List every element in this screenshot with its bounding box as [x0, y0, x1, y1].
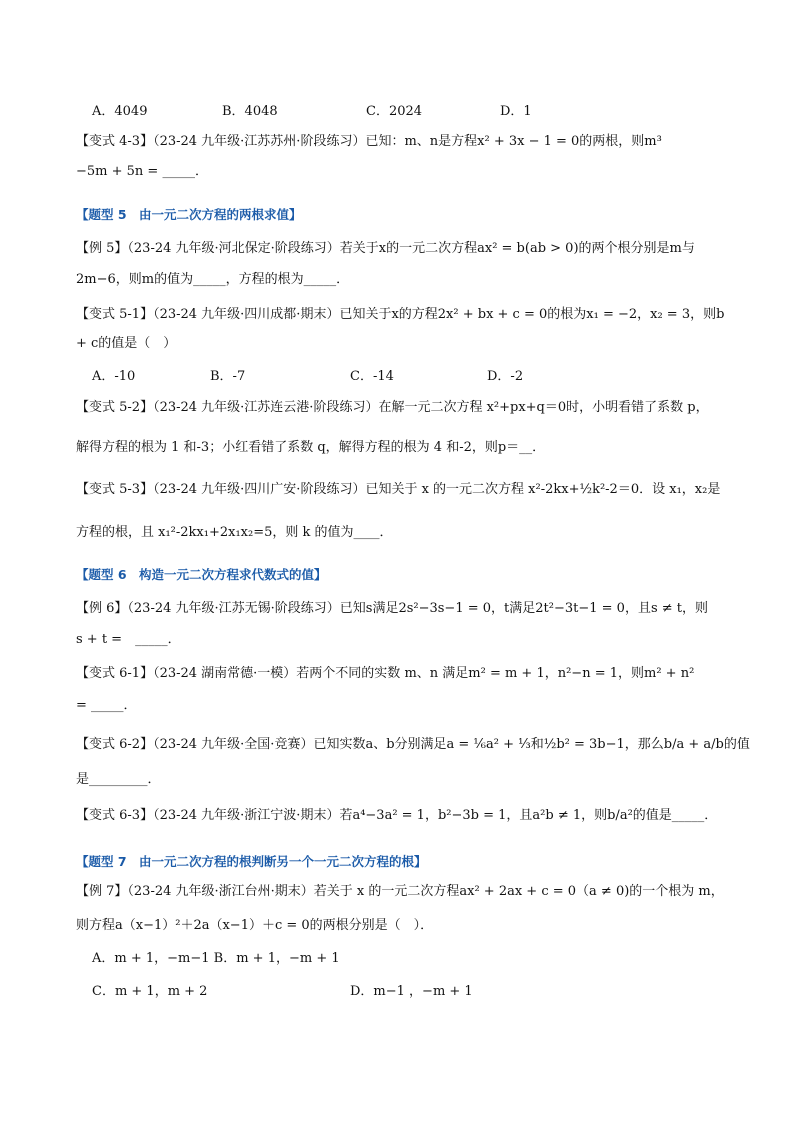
option-c: C．m + 1，m + 2	[92, 984, 208, 999]
section-heading-6: 【题型 6 构造一元二次方程求代数式的值】	[76, 567, 327, 582]
option-c: C．2024	[366, 104, 423, 119]
option-b: B．-7	[210, 369, 246, 384]
example-6-line2: s + t = _____．	[76, 632, 181, 647]
variant-5-2-line2: 解得方程的根为 1 和-3；小红看错了系数 q，解得方程的根为 4 和-2，则p＝__．	[76, 440, 546, 455]
options-row-7-cd	[92, 983, 724, 1001]
example-7-line1: 【例 7】（23-24 九年级·浙江台州·期末）若关于 x 的一元二次方程ax² + 2ax + c = 0（a ≠ 0)的一个根为 m，	[76, 884, 724, 899]
variant-5-1-line2: + c的值是（ ）	[76, 336, 177, 351]
example-5-line2: 2m−6，则m的值为_____，方程的根为_____．	[76, 272, 350, 287]
option-d: D．-2	[487, 369, 524, 384]
example-7-line2: 则方程a（x−1）²＋2a（x−1）＋c = 0的两根分别是（ ）．	[76, 918, 434, 933]
options-row-4-3	[92, 103, 724, 121]
option-c: C．-14	[350, 369, 394, 384]
variant-5-3-line2: 方程的根，且 x₁²-2kx₁+2x₁x₂=5，则 k 的值为____．	[76, 525, 393, 540]
options-row-7-ab: A．m + 1，−m−1 B．m + 1，−m + 1	[92, 951, 340, 966]
variant-5-1-line1: 【变式 5-1】（23-24 九年级·四川成都·期末）已知关于x的方程2x² + bx + c = 0的根为x₁ = −2，x₂ = 3，则b	[76, 307, 725, 322]
variant-6-3-line1: 【变式 6-3】（23-24 九年级·浙江宁波·期末）若a⁴−3a² = 1，b²−3b = 1，且a²b ≠ 1，则b/a²的值是_____．	[76, 808, 718, 823]
variant-6-1-line1: 【变式 6-1】（23-24 湖南常德·一模）若两个不同的实数 m、n 满足m² = m + 1，n²−n = 1，则m² + n²	[76, 666, 695, 681]
option-b: B．4048	[222, 104, 278, 119]
option-a: A．-10	[92, 369, 136, 384]
section-heading-7: 【题型 7 由一元二次方程的根判断另一个一元二次方程的根】	[76, 854, 427, 869]
example-5-line1: 【例 5】（23-24 九年级·河北保定·阶段练习）若关于x的一元二次方程ax² = b(ab > 0)的两个根分别是m与	[76, 241, 695, 256]
option-d: D．1	[500, 104, 532, 119]
example-6-line1: 【例 6】（23-24 九年级·江苏无锡·阶段练习）已知s满足2s²−3s−1 = 0，t满足2t²−3t−1 = 0，且s ≠ t，则	[76, 601, 708, 616]
variant-4-3-line1: 【变式 4-3】（23-24 九年级·江苏苏州·阶段练习）已知：m、n是方程x² + 3x − 1 = 0的两根，则m³	[76, 134, 662, 149]
variant-5-2-line1: 【变式 5-2】（23-24 九年级·江苏连云港·阶段练习）在解一元二次方程 x²+px+q＝0时，小明看错了系数 p，	[76, 400, 709, 415]
options-row-5-1	[92, 368, 724, 386]
variant-6-1-line2: = _____．	[76, 698, 137, 713]
variant-4-3-line2: −5m + 5n = _____．	[76, 164, 208, 179]
option-a: A．4049	[92, 104, 148, 119]
variant-6-2-line1: 【变式 6-2】（23-24 九年级·全国·竞赛）已知实数a、b分别满足a = ⅙a² + ⅓和½b² = 3b−1，那么b/a + a/b的值	[76, 737, 750, 752]
option-d: D．m−1 ，−m + 1	[350, 984, 473, 999]
variant-5-3-line1: 【变式 5-3】（23-24 九年级·四川广安·阶段练习）已知关于 x 的一元二次方程 x²-2kx+½k²-2＝0．设 x₁，x₂是	[76, 482, 721, 497]
section-heading-5: 【题型 5 由一元二次方程的两根求值】	[76, 207, 302, 222]
variant-6-2-line2: 是_________．	[76, 772, 161, 787]
